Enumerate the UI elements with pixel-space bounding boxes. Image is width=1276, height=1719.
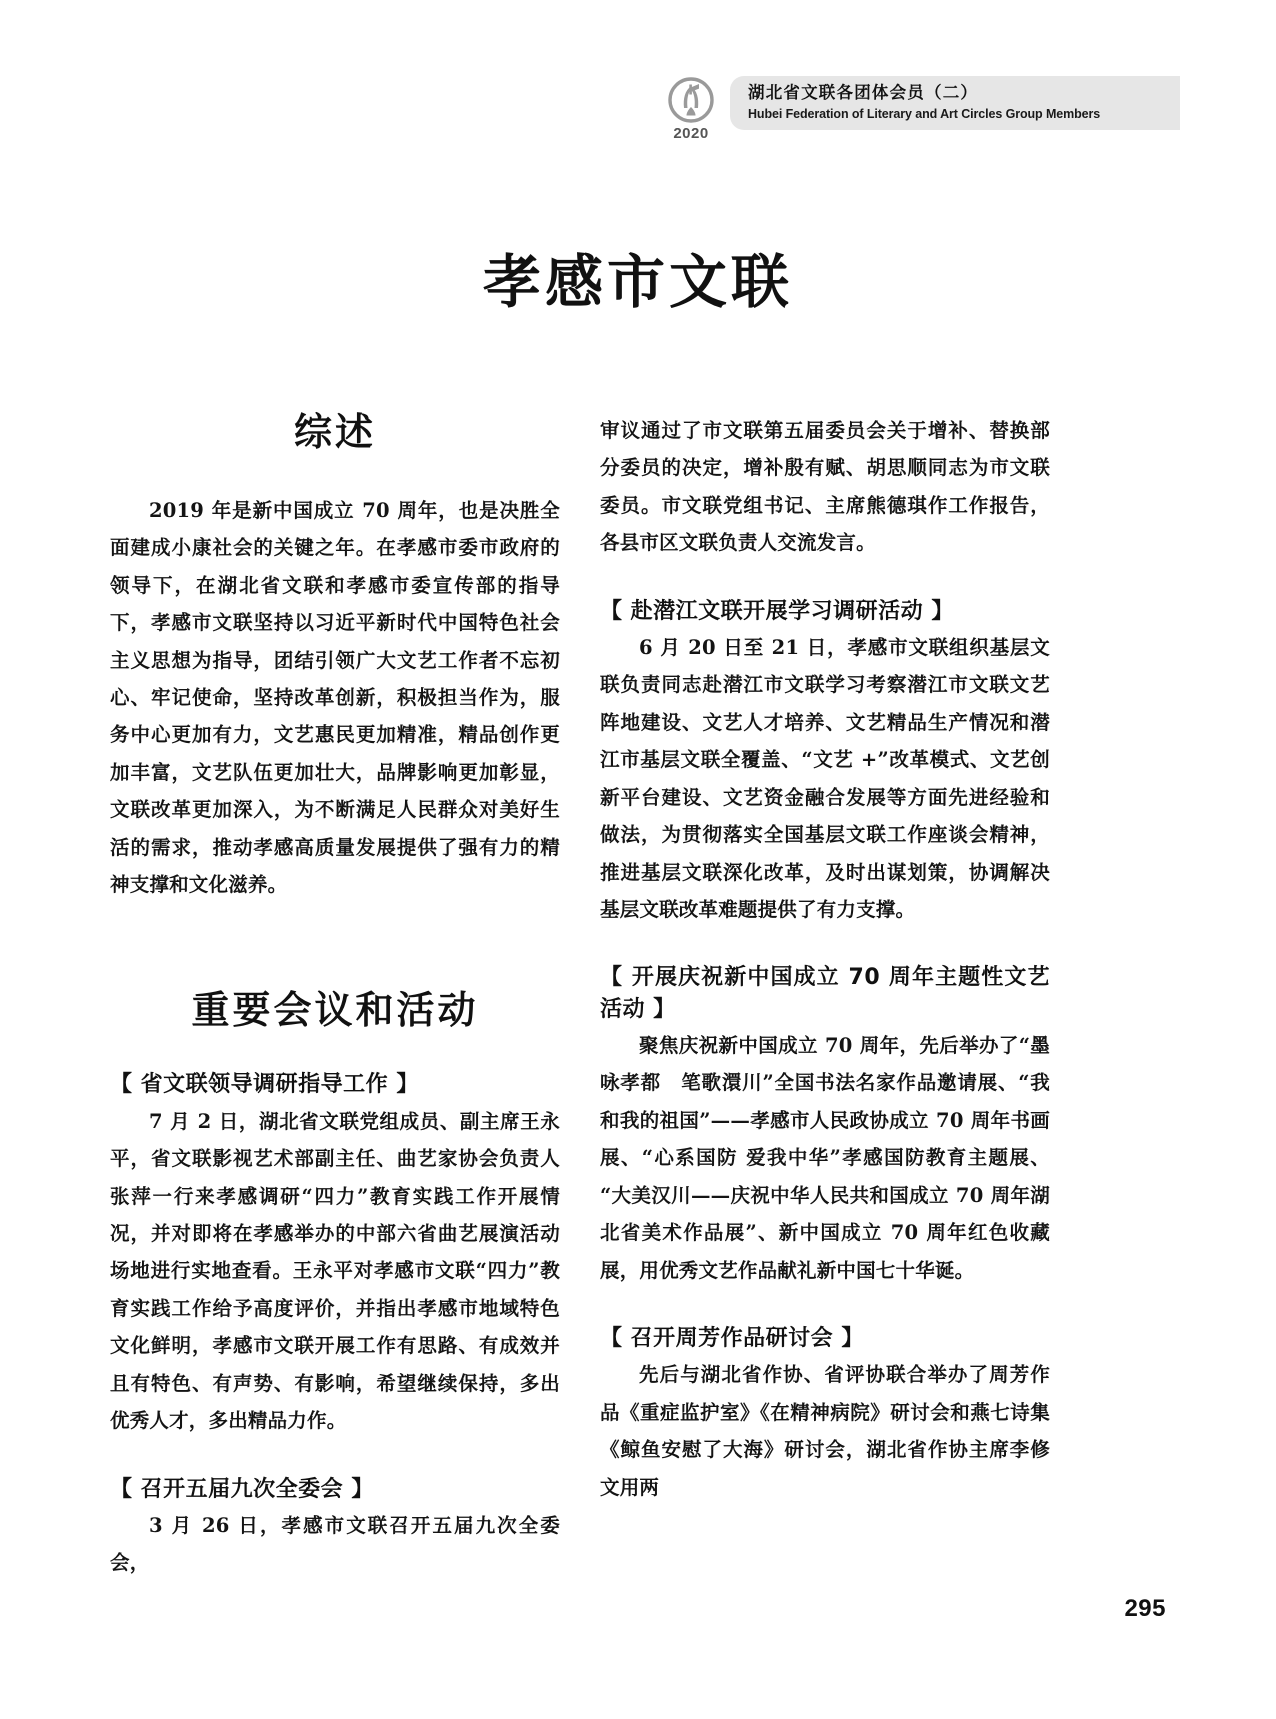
paragraph-anniversary-activities: 聚焦庆祝新中国成立 70 周年，先后举办了“墨咏孝都 笔歌澴川”全国书法名家作品邀请展、“我和我的祖国”——孝感市人民政协成立 70 周年书画展、“心系国防 爱我中华”孝感国防教育主题展、“大美汉川——庆祝中华人民共和国成立 70 周年湖北省美术作品展”、新中国成立 70 周年红色收藏展，用优秀文艺作品献礼新中国七十华诞。 <box>600 1033 1050 1282</box>
hubei-federation-emblem-icon <box>667 76 715 124</box>
header-logo <box>660 76 722 146</box>
header-title-cn: 湖北省文联各团体会员（二） <box>748 83 979 102</box>
paragraph-zhoufang-seminar: 先后与湖北省作协、省评协联合举办了周芳作品《重症监护室》《在精神病院》研讨会和燕七诗集《鲸鱼安慰了大海》研讨会，湖北省作协主席李修文用两 <box>600 1363 1050 1499</box>
left-column <box>110 412 560 1592</box>
paragraph-provincial-research: 7 月 2 日，湖北省文联党组成员、副主席王永平，省文联影视艺术部副主任、曲艺家协会负责人张萍一行来孝感调研“四力”教育实践工作开展情况，并对即将在孝感举办的中部六省曲艺展演活动场地进行实地查看。王永平对孝感市文联“四力”教育实践工作给予高度评价，并指出孝感市地域特色文化鲜明，孝感市文联开展工作有思路、有成效并且有特色、有声势、有影响，希望继续保持，多出优秀人才，多出精品力作。 <box>110 1109 560 1433</box>
header-logo-year: 2020 <box>673 125 709 142</box>
sub-heading-provincial-research: 【 省文联领导调研指导工作 】 <box>110 1072 419 1098</box>
two-column-body <box>110 412 1170 1592</box>
paragraph-plenary-meeting: 3 月 26 日，孝感市文联召开五届九次全委会， <box>110 1513 560 1575</box>
overview-paragraph: 2019 年是新中国成立 70 周年，也是决胜全面建成小康社会的关键之年。在孝感市委市政府的领导下，在湖北省文联和孝感市委宣传部的指导下，孝感市文联坚持以习近平新时代中国特色社会主义思想为指导，团结引领广大文艺工作者不忘初心、牢记使命，坚持改革创新，积极担当作为，服务中心更加有力，文艺惠民更加精准，精品创作更加丰富，文艺队伍更加壮大，品牌影响更加彰显，文联改革更加深入，为不断满足人民群众对美好生活的需求，推动孝感高质量发展提供了强有力的精神支撑和文化滋养。 <box>110 498 560 897</box>
running-header <box>660 76 1220 142</box>
page-title: 孝感市文联 <box>482 247 793 316</box>
header-title-band <box>730 76 1180 130</box>
section-heading-overview: 综述 <box>293 410 376 454</box>
section-heading-meetings: 重要会议和活动 <box>191 987 479 1032</box>
header-title-en: Hubei Federation of Literary and Art Circles Group Members <box>748 106 1101 121</box>
sub-heading-zhoufang-seminar: 【 召开周芳作品研讨会 】 <box>600 1326 864 1352</box>
right-column <box>600 412 1050 1592</box>
sub-heading-plenary-meeting: 【 召开五届九次全委会 】 <box>110 1476 374 1502</box>
sub-heading-anniversary-activities: 【 开展庆祝新中国成立 70 周年主题性文艺活动 】 <box>600 965 1050 1022</box>
sub-heading-qianjiang-visit: 【 赴潜江文联开展学习调研活动 】 <box>600 598 954 624</box>
paragraph-qianjiang-visit: 6 月 20 日至 21 日，孝感市文联组织基层文联负责同志赴潜江市文联学习考察潜江市文联文艺阵地建设、文艺人才培养、文艺精品生产情况和潜江市基层文联全覆盖、“文艺 +”改革模式、文艺创新平台建设、文艺资金融合发展等方面先进经验和做法，为贯彻落实全国基层文联工作座谈会精神，推进基层文联深化改革，及时出谋划策，协调解决基层文联改革难题提供了有力支撑。 <box>600 635 1050 922</box>
page-number: 295 <box>1124 1595 1166 1622</box>
paragraph-plenary-meeting-continued: 审议通过了市文联第五届委员会关于增补、替换部分委员的决定，增补殷有赋、胡思顺同志为市文联委员。市文联党组书记、主席熊德琪作工作报告，各县市区文联负责人交流发言。 <box>600 419 1050 555</box>
